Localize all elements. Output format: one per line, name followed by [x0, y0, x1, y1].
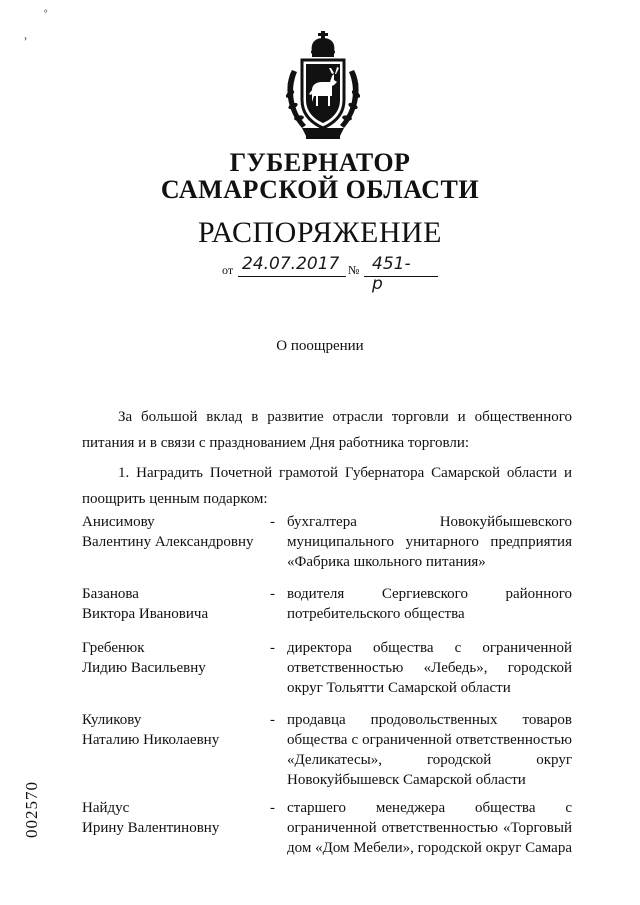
number-value: 451-р: [372, 254, 411, 294]
coat-of-arms-emblem: [282, 30, 364, 142]
recipient-dash: -: [270, 800, 275, 816]
recipient-description: директора общества с ограниченной ответственностью «Лебедь», городской округ Тольятти Самарской области: [287, 640, 572, 696]
recipient-dash: -: [270, 640, 275, 656]
recipient-description: бухгалтера Новокуйбышевского муниципального унитарного предприятия «Фабрика школьного питания»: [287, 514, 572, 570]
recipient-description: водителя Сергиевского районного потребительского общества: [287, 586, 572, 622]
recipient-dash: -: [270, 514, 275, 530]
date-underline: [238, 276, 346, 277]
recipient-name: Базанова Виктора Ивановича: [82, 586, 209, 622]
recipient-name: Гребенюк Лидию Васильевну: [82, 640, 206, 676]
recipient-dash: -: [270, 712, 275, 728]
header-title-line2: САМАРСКОЙ ОБЛАСТИ: [160, 175, 480, 204]
recipient-description: старшего менеджера общества с ограниченной ответственностью «Торговый дом «Дом Мебели», городской округ Самара: [287, 800, 572, 856]
recipient-name: Найдус Ирину Валентиновну: [82, 800, 220, 836]
date-label: от: [222, 263, 234, 277]
serial-number-stamp: 002570: [22, 781, 41, 838]
number-label: №: [348, 263, 360, 277]
scan-mark: ›: [24, 33, 27, 43]
scan-mark: °: [44, 8, 48, 18]
recipient-name: Анисимову Валентину Александровну: [82, 514, 254, 550]
recipient-dash: -: [270, 586, 275, 602]
date-value: 24.07.2017: [242, 254, 340, 274]
recipient-name: Куликову Наталию Николаевну: [82, 712, 220, 748]
document-type: РАСПОРЯЖЕНИЕ: [197, 216, 443, 249]
document-subject: О поощрении: [276, 338, 364, 354]
header-title-line1: ГУБЕРНАТОР: [229, 148, 411, 177]
recipient-description: продавца продовольственных товаров общества с ограниченной ответственностью «Деликатесы», городской округ Новокуйбышевск Самарской области: [287, 712, 572, 788]
preamble-paragraph: За большой вклад в развитие отрасли торговли и общественного питания и в связи с празднованием Дня работника торговли:: [82, 409, 572, 451]
award-paragraph: 1. Наградить Почетной грамотой Губернатора Самарской области и поощрить ценным подарком:: [82, 465, 572, 507]
